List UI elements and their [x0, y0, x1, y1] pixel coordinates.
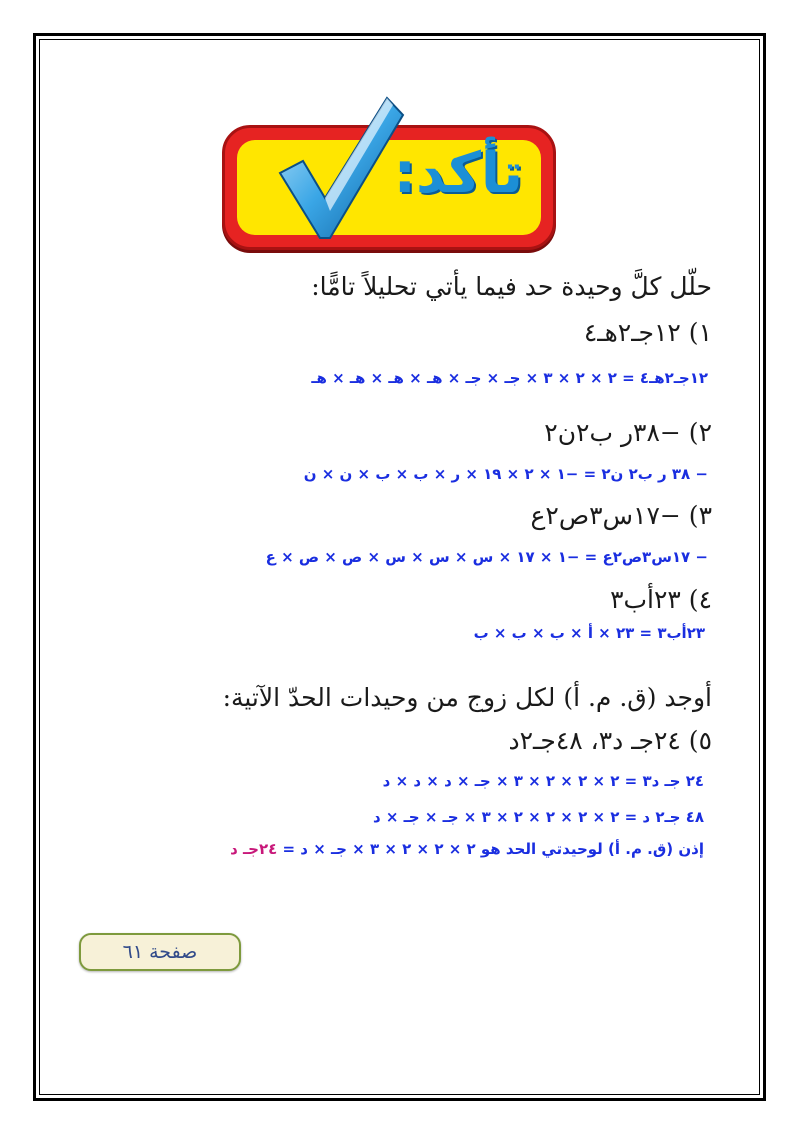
problem-1: ١) ١٢جـ٢هـ٤ [583, 318, 712, 347]
page-number: صفحة ٦١ [122, 941, 198, 963]
solution-5-conclusion [230, 840, 704, 858]
page-title: تأكد: [393, 141, 523, 206]
solution-3: − ١٧س٣ص٢ع = −١ × ١٧ × س × س × س × ص × ص × ع [265, 548, 708, 566]
solution-5-line-2: ٤٨ جـ٢ د = ٢ × ٢ × ٢ × ٢ × ٣ × جـ × جـ × د [372, 808, 704, 826]
solution-2: − ٣٨ ر ب٢ ن٢ = −١ × ٢ × ١٩ × ر × ب × ب × ن × ن [303, 465, 708, 483]
checkmark-icon [275, 93, 405, 243]
conclusion-text: إذن (ق. م. أ) لوحيدتي الحد هو ٢ × ٢ × ٢ × ٣ × جـ × د = [282, 840, 704, 858]
problem-4: ٤) ٢٣أب٣ [610, 585, 712, 614]
page-number-badge [79, 933, 241, 971]
solution-4: ٢٣أب٣ = ٢٣ × أ × ب × ب × ب [473, 624, 705, 642]
problem-5: ٥) ٢٤جـ د٣، ٤٨جـ٢د [508, 726, 712, 755]
solution-5-line-1: ٢٤ جـ د٣ = ٢ × ٢ × ٢ × ٣ × جـ × د × د × د [382, 772, 704, 790]
solution-1: ١٢جـ٢هـ٤ = ٢ × ٢ × ٣ × جـ × جـ × هـ × هـ × هـ × هـ [311, 369, 708, 387]
problem-2: ٢) −٣٨ر ب٢ن٢ [544, 418, 712, 447]
instruction-gcf: أوجد (ق. م. أ) لكل زوج من وحيدات الحدّ الآتية: [222, 683, 712, 712]
conclusion-result: ٢٤جـ د [230, 840, 278, 858]
instruction-factor: حلّل كلَّ وحيدة حد فيما يأتي تحليلاً تامًّا: [311, 272, 712, 301]
problem-3: ٣) −١٧س٣ص٢ع [530, 501, 712, 530]
